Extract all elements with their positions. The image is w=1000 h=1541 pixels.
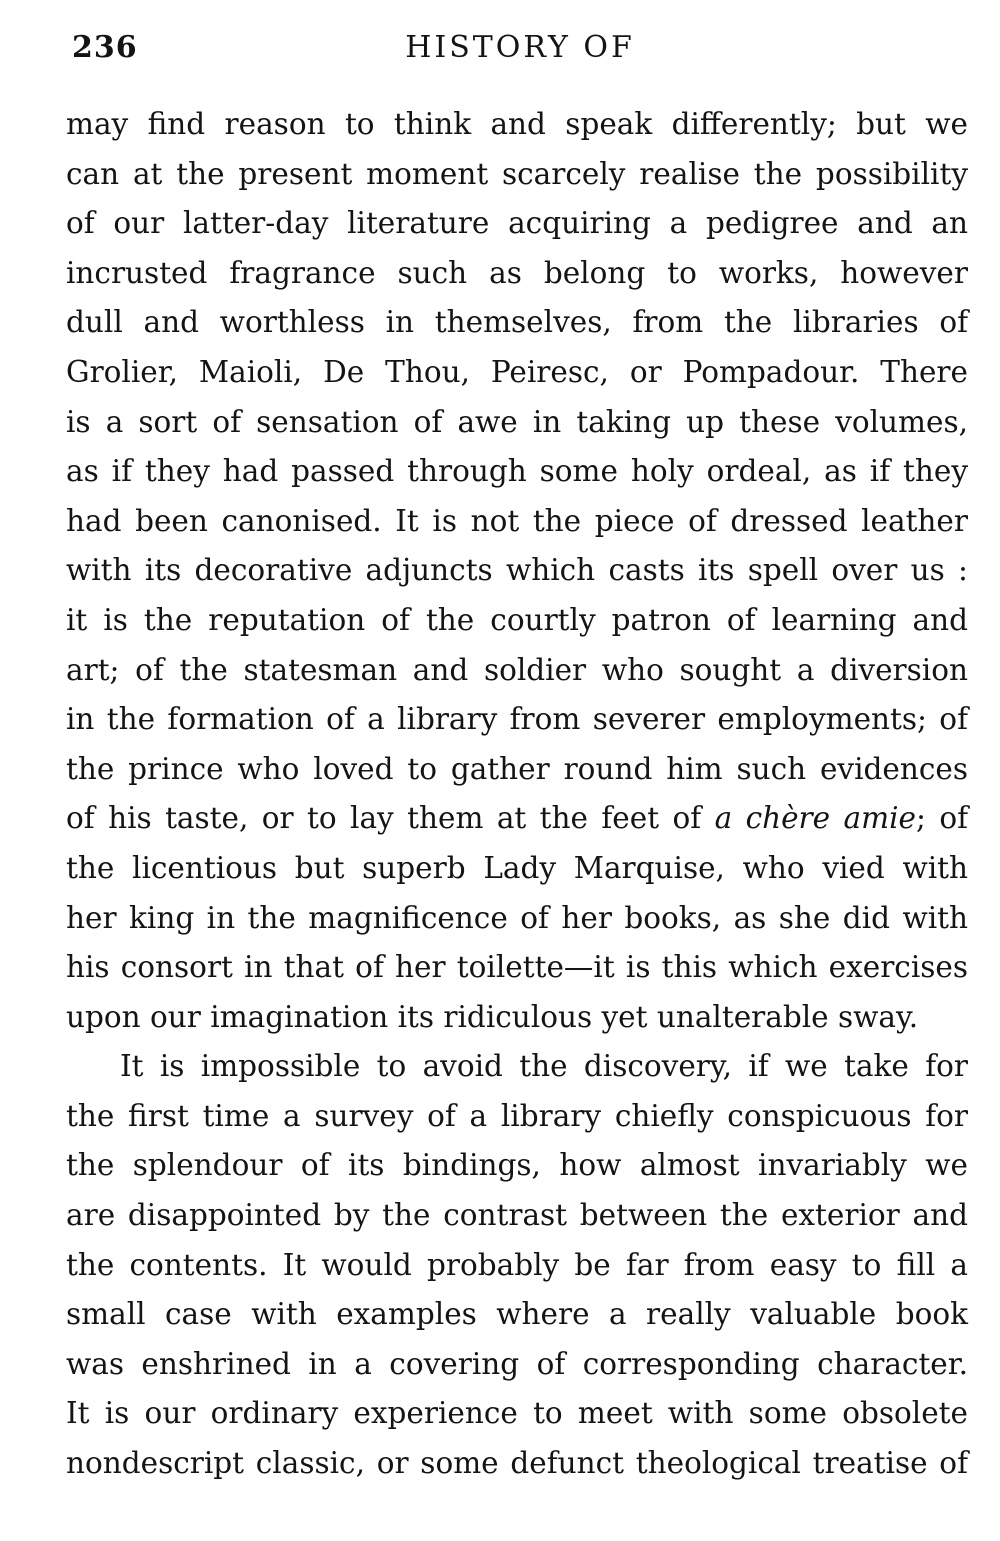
text-line: the first time a survey of a library chiefly conspicuous for	[66, 1098, 968, 1133]
text-line: as if they had passed through some holy ordeal, as if they	[66, 454, 968, 489]
text-line: had been canonised. It is not the piece of dressed leather	[66, 503, 968, 538]
text-line: of our latter-day literature acquiring a pedigree and an	[66, 206, 968, 241]
text-line: in the formation of a library from severer employments; of	[66, 702, 968, 737]
text-line: was enshrined in a covering of corresponding character.	[66, 1346, 968, 1381]
text-line: It is impossible to avoid the discovery, if we take for	[120, 1049, 968, 1084]
text-line: incrusted fragrance such as belong to works, however	[66, 255, 968, 290]
text-line: the splendour of its bindings, how almost invariably we	[66, 1148, 968, 1183]
text-line-mixed	[66, 794, 968, 844]
page-number: 236	[72, 30, 138, 65]
text-line: art; of the statesman and soldier who sought a diversion	[66, 652, 968, 687]
text-line: the prince who loved to gather round him such evidences	[66, 751, 968, 786]
text-line: nondescript classic, or some defunct theological treatise of	[66, 1446, 968, 1481]
text-line: his consort in that of her toilette—it is this which exercises	[66, 950, 968, 985]
paragraph-2	[66, 1042, 968, 1488]
text-line: it is the reputation of the courtly patron of learning and	[66, 602, 968, 637]
text-line: with its decorative adjuncts which casts its spell over us :	[66, 553, 968, 588]
text-line: the licentious but superb Lady Marquise, who vied with	[66, 850, 968, 885]
running-head: HISTORY OF	[405, 30, 635, 65]
page-header	[70, 30, 970, 80]
text-line: small case with examples where a really valuable book	[66, 1297, 968, 1332]
text-line: are disappointed by the contrast between the exterior and	[66, 1198, 968, 1233]
text-line: It is our ordinary experience to meet with some obsolete	[66, 1396, 968, 1431]
text-line: the contents. It would probably be far from easy to fill a	[66, 1247, 968, 1282]
text-line: dull and worthless in themselves, from the libraries of	[66, 305, 968, 340]
italic-phrase: a chère amie	[714, 801, 916, 836]
paragraph-1	[66, 100, 968, 1042]
text-line: upon our imagination its ridiculous yet unalterable sway.	[66, 999, 919, 1034]
text-line: can at the present moment scarcely realise the possibility	[66, 156, 968, 191]
text-line: is a sort of sensation of awe in taking up these volumes,	[66, 404, 968, 439]
text-line: may find reason to think and speak differently; but we	[66, 107, 968, 141]
text-run: of his taste, or to lay them at the feet of	[66, 801, 715, 836]
text-run: ; of	[915, 801, 969, 836]
text-line: her king in the magnificence of her books, as she did with	[66, 900, 968, 935]
body-text	[66, 100, 968, 1489]
text-line: Grolier, Maioli, De Thou, Peiresc, or Pompadour. There	[66, 354, 968, 389]
